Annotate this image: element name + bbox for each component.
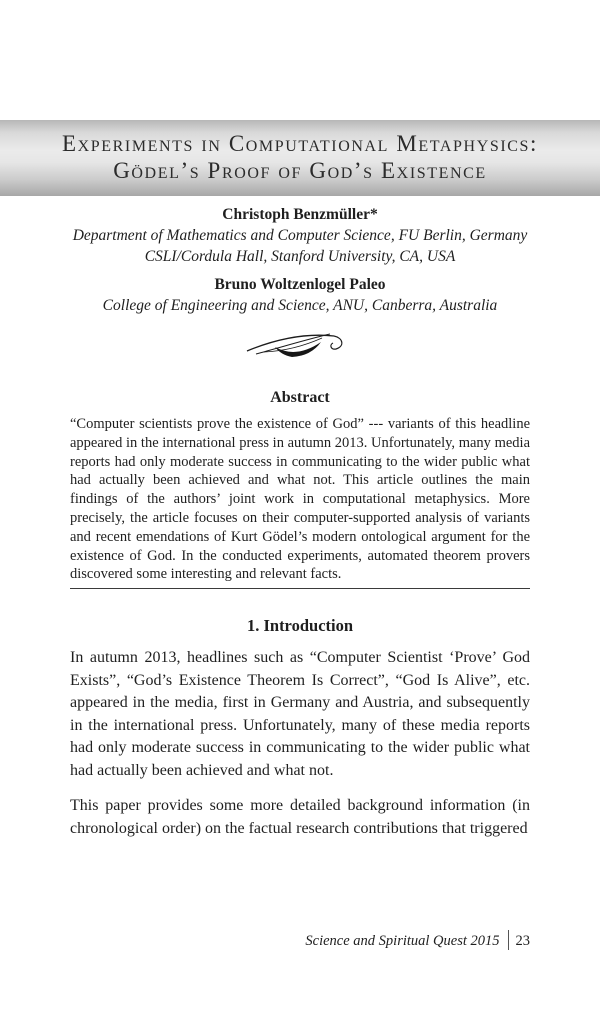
footer-divider (508, 930, 509, 950)
author-affiliation: College of Engineering and Science, ANU, Canberra, Australia (102, 297, 498, 314)
section-heading-introduction: 1. Introduction (246, 616, 354, 636)
intro-paragraph: This paper provides some more detailed background information (in chronological order) on the factual research contributions that triggered (70, 797, 530, 837)
author-affiliation: CSLI/Cordula Hall, Stanford University, CA, USA (144, 248, 456, 265)
author-name: Christoph Benzmüller* (222, 206, 378, 223)
paper-title-line2: Gödel’s Proof of God’s Existence (113, 158, 487, 183)
introduction-section (70, 616, 530, 840)
journal-name: Science and Spiritual Quest 2015 (305, 933, 500, 949)
abstract-body: “Computer scientists prove the existence of God” --- variants of this headline appeared in the international press in autumn 2013. Unfortunately, many media reports had only moderate success in communicating to the wider public what had actually been achieved and what not. This article outlines the main findings of the authors’ joint work in computational metaphysics. More precisely, the article focuses on their computer-supported analysis of variants and recent emendations of Kurt Gödel’s modern ontological argument for the existence of God. In the conducted experiments, automated theorem provers discovered some interesting and relevant facts. (70, 416, 530, 583)
author-affiliation: Department of Mathematics and Computer Science, FU Berlin, Germany (72, 227, 528, 244)
author-block (0, 204, 600, 267)
abstract-heading: Abstract (270, 389, 330, 406)
calligraphic-flourish-icon (244, 324, 356, 362)
author-block (0, 274, 600, 316)
paper-title-line1: Experiments in Computational Metaphysics: (61, 131, 539, 156)
abstract-section (70, 388, 530, 589)
abstract-divider (70, 588, 530, 589)
page-number: 23 (515, 933, 530, 949)
authors-section (0, 204, 600, 316)
page-footer (70, 930, 530, 950)
ornament-container (0, 324, 600, 362)
intro-paragraph: In autumn 2013, headlines such as “Computer Scientist ‘Prove’ God Exists”, “God’s Existence Theorem Is Correct”, “God Is Alive”, etc. appeared in the media, first in Germany and Austria, and subsequently in the international press. Unfortunately, many of these media reports had only moderate success in communicating to the wider public what had actually been achieved and what not. (70, 649, 530, 779)
paper-page (0, 120, 600, 1032)
author-name: Bruno Woltzenlogel Paleo (214, 276, 386, 293)
title-banner (0, 120, 600, 196)
